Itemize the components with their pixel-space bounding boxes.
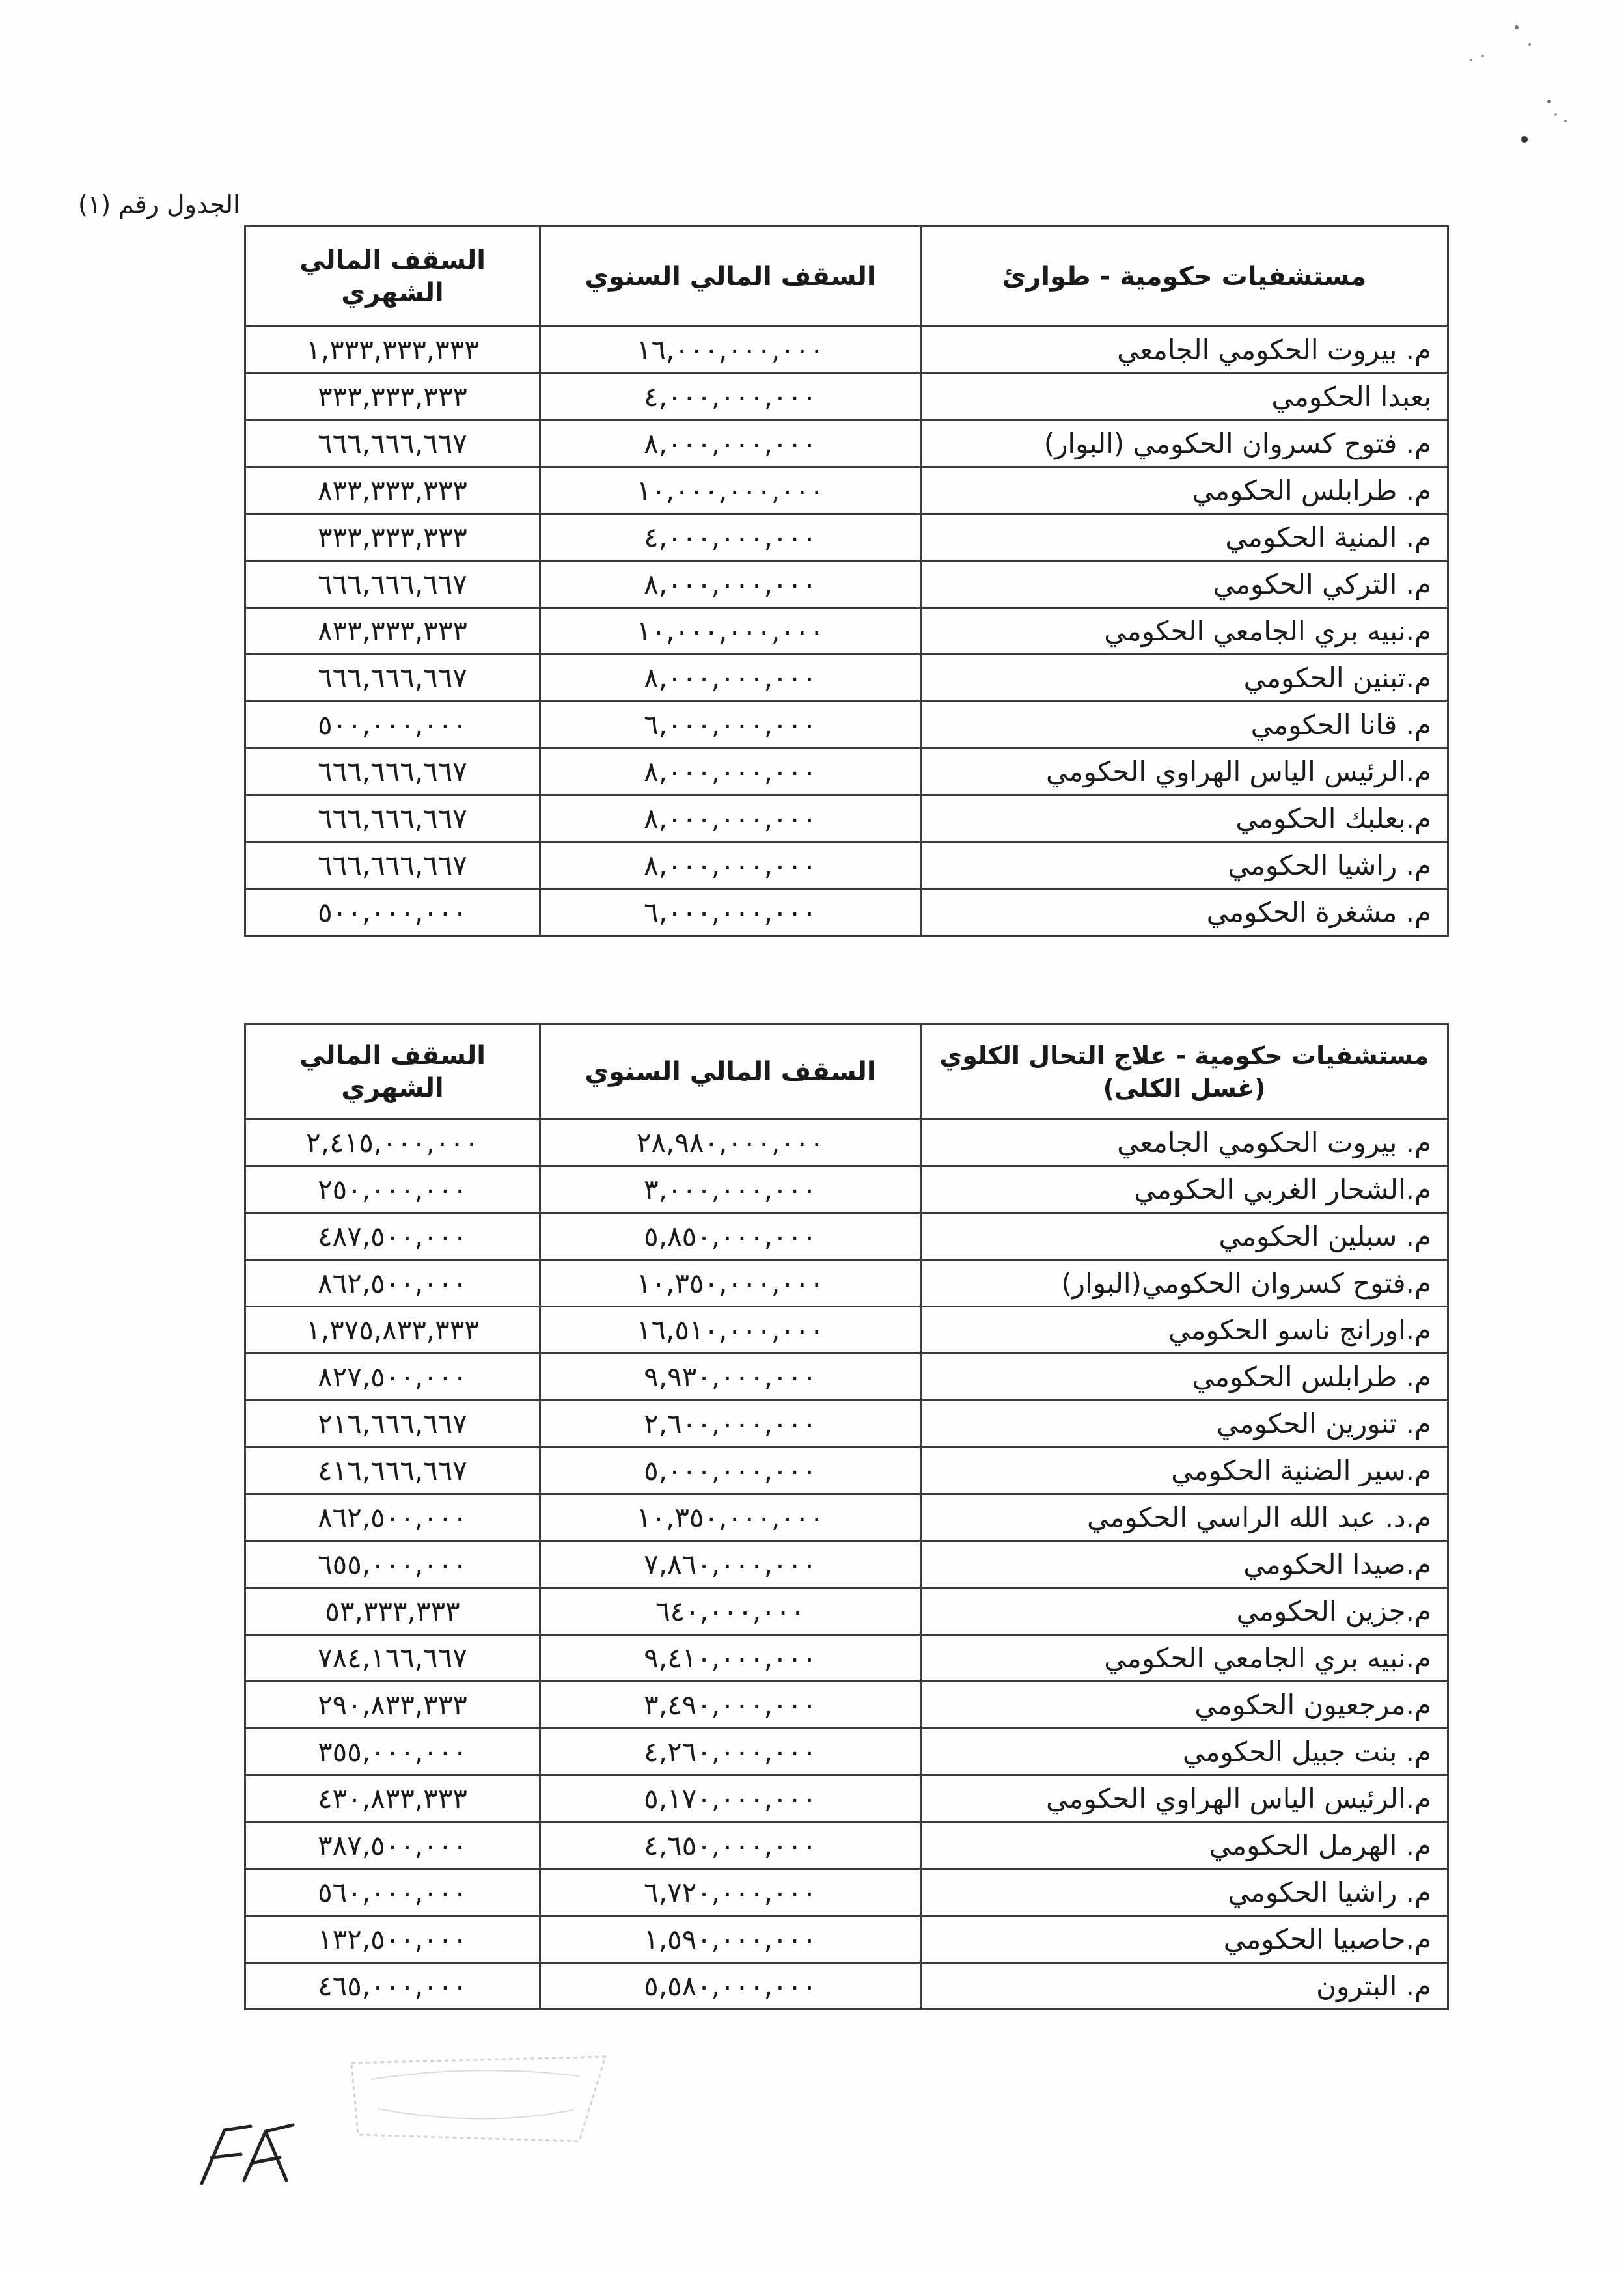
table-row	[245, 1775, 1448, 1822]
hospital-name-cell: م. قانا الحكومي	[921, 702, 1448, 748]
annual-cap-cell: ٦,٧٢٠,٠٠٠,٠٠٠	[540, 1869, 921, 1916]
table-row	[245, 702, 1448, 748]
hospital-name-cell: م.مرجعيون الحكومي	[921, 1682, 1448, 1729]
table-row	[245, 889, 1448, 936]
table-row	[245, 561, 1448, 608]
monthly-cap-cell: ٢٩٠,٨٣٣,٣٣٣	[245, 1682, 540, 1729]
header-monthly-cap: السقف المالي الشهري	[245, 226, 540, 327]
annual-cap-cell: ٧,٨٦٠,٠٠٠,٠٠٠	[540, 1541, 921, 1588]
hospital-name-cell: م.نبيه بري الجامعي الحكومي	[921, 1635, 1448, 1682]
hospital-name-cell: م. طرابلس الحكومي	[921, 467, 1448, 514]
hospital-name-cell: م.اورانج ناسو الحكومي	[921, 1307, 1448, 1354]
table-row	[245, 1916, 1448, 1963]
hospital-name-cell: م. التركي الحكومي	[921, 561, 1448, 608]
table-caption: الجدول رقم (١)	[78, 190, 240, 219]
annual-cap-cell: ١٠,٣٥٠,٠٠٠,٠٠٠	[540, 1494, 921, 1541]
monthly-cap-cell: ٥٠٠,٠٠٠,٠٠٠	[245, 889, 540, 936]
annual-cap-cell: ٨,٠٠٠,٠٠٠,٠٠٠	[540, 842, 921, 889]
monthly-cap-cell: ٨٢٧,٥٠٠,٠٠٠	[245, 1354, 540, 1401]
table-row	[245, 795, 1448, 842]
annual-cap-cell: ٨,٠٠٠,٠٠٠,٠٠٠	[540, 420, 921, 467]
table-row	[245, 327, 1448, 374]
annual-cap-cell: ٢,٦٠٠,٠٠٠,٠٠٠	[540, 1401, 921, 1447]
table-row	[245, 748, 1448, 795]
hospital-name-cell: م. راشيا الحكومي	[921, 1869, 1448, 1916]
annual-cap-cell: ١٠,٣٥٠,٠٠٠,٠٠٠	[540, 1260, 921, 1307]
table-row	[245, 1494, 1448, 1541]
annual-cap-cell: ٨,٠٠٠,٠٠٠,٠٠٠	[540, 655, 921, 702]
header-monthly-cap: السقف المالي الشهري	[245, 1024, 540, 1119]
monthly-cap-cell: ٨٣٣,٣٣٣,٣٣٣	[245, 467, 540, 514]
hospital-name-cell: م.د. عبد الله الراسي الحكومي	[921, 1494, 1448, 1541]
annual-cap-cell: ١٠,٠٠٠,٠٠٠,٠٠٠	[540, 467, 921, 514]
table-row	[245, 1682, 1448, 1729]
table-row	[245, 608, 1448, 655]
hospital-name-cell: م.حاصبيا الحكومي	[921, 1916, 1448, 1963]
table-row	[245, 1401, 1448, 1447]
monthly-cap-cell: ٢,٤١٥,٠٠٠,٠٠٠	[245, 1119, 540, 1166]
hospital-name-cell: بعبدا الحكومي	[921, 374, 1448, 420]
hospital-name-cell: م.تبنين الحكومي	[921, 655, 1448, 702]
monthly-cap-cell: ٣٥٥,٠٠٠,٠٠٠	[245, 1729, 540, 1775]
annual-cap-cell: ١,٥٩٠,٠٠٠,٠٠٠	[540, 1916, 921, 1963]
table-row	[245, 1822, 1448, 1869]
annual-cap-cell: ٥,١٧٠,٠٠٠,٠٠٠	[540, 1775, 921, 1822]
hospital-name-cell: م. فتوح كسروان الحكومي (البوار)	[921, 420, 1448, 467]
annual-cap-cell: ٤,٢٦٠,٠٠٠,٠٠٠	[540, 1729, 921, 1775]
dialysis-hospitals-table	[244, 1023, 1449, 2010]
hospital-name-cell: م. راشيا الحكومي	[921, 842, 1448, 889]
monthly-cap-cell: ٥٣,٣٣٣,٣٣٣	[245, 1588, 540, 1635]
table-row	[245, 842, 1448, 889]
hospital-name-cell: م. المنية الحكومي	[921, 514, 1448, 561]
monthly-cap-cell: ٦٦٦,٦٦٦,٦٦٧	[245, 420, 540, 467]
table-row	[245, 420, 1448, 467]
monthly-cap-cell: ٧٨٤,١٦٦,٦٦٧	[245, 1635, 540, 1682]
hospital-name-cell: م. تنورين الحكومي	[921, 1401, 1448, 1447]
table-row	[245, 1213, 1448, 1260]
hospital-name-cell: م. بنت جبيل الحكومي	[921, 1729, 1448, 1775]
hospital-name-cell: م.الرئيس الياس الهراوي الحكومي	[921, 1775, 1448, 1822]
table-row	[245, 1119, 1448, 1166]
monthly-cap-cell: ٨٦٢,٥٠٠,٠٠٠	[245, 1260, 540, 1307]
header-annual-cap: السقف المالي السنوي	[540, 1024, 921, 1119]
annual-cap-cell: ٨,٠٠٠,٠٠٠,٠٠٠	[540, 748, 921, 795]
table-header-row	[245, 226, 1448, 327]
monthly-cap-cell: ٣٣٣,٣٣٣,٣٣٣	[245, 514, 540, 561]
hospital-name-cell: م. بيروت الحكومي الجامعي	[921, 1119, 1448, 1166]
monthly-cap-cell: ٤٦٥,٠٠٠,٠٠٠	[245, 1963, 540, 2010]
hospital-name-cell: م. سبلين الحكومي	[921, 1213, 1448, 1260]
monthly-cap-cell: ٦٦٦,٦٦٦,٦٦٧	[245, 842, 540, 889]
monthly-cap-cell: ٢١٦,٦٦٦,٦٦٧	[245, 1401, 540, 1447]
annual-cap-cell: ٦,٠٠٠,٠٠٠,٠٠٠	[540, 702, 921, 748]
annual-cap-cell: ٤,٠٠٠,٠٠٠,٠٠٠	[540, 374, 921, 420]
monthly-cap-cell: ٨٣٣,٣٣٣,٣٣٣	[245, 608, 540, 655]
header-hospital: مستشفيات حكومية - علاج التحال الكلوي (غسل الكلى)	[921, 1024, 1448, 1119]
hospital-name-cell: م.سير الضنية الحكومي	[921, 1447, 1448, 1494]
table-row	[245, 1963, 1448, 2010]
annual-cap-cell: ٦٤٠,٠٠٠,٠٠٠	[540, 1588, 921, 1635]
monthly-cap-cell: ٦٦٦,٦٦٦,٦٦٧	[245, 795, 540, 842]
signature	[189, 2118, 299, 2190]
table-row	[245, 1541, 1448, 1588]
hospital-name-cell: م. الهرمل الحكومي	[921, 1822, 1448, 1869]
hospital-name-cell: م. طرابلس الحكومي	[921, 1354, 1448, 1401]
hospital-name-cell: م.صيدا الحكومي	[921, 1541, 1448, 1588]
table-body	[245, 327, 1448, 936]
annual-cap-cell: ٦,٠٠٠,٠٠٠,٠٠٠	[540, 889, 921, 936]
table-row	[245, 1635, 1448, 1682]
annual-cap-cell: ٥,٠٠٠,٠٠٠,٠٠٠	[540, 1447, 921, 1494]
header-hospital: مستشفيات حكومية - طوارئ	[921, 226, 1448, 327]
monthly-cap-cell: ١,٣٧٥,٨٣٣,٣٣٣	[245, 1307, 540, 1354]
monthly-cap-cell: ٤١٦,٦٦٦,٦٦٧	[245, 1447, 540, 1494]
hospital-name-cell: م. مشغرة الحكومي	[921, 889, 1448, 936]
monthly-cap-cell: ١٣٢,٥٠٠,٠٠٠	[245, 1916, 540, 1963]
scan-specks	[1452, 0, 1621, 156]
monthly-cap-cell: ٥٦٠,٠٠٠,٠٠٠	[245, 1869, 540, 1916]
table-row	[245, 1166, 1448, 1213]
table-row	[245, 1447, 1448, 1494]
monthly-cap-cell: ٨٦٢,٥٠٠,٠٠٠	[245, 1494, 540, 1541]
annual-cap-cell: ١٦,٠٠٠,٠٠٠,٠٠٠	[540, 327, 921, 374]
table-row	[245, 1588, 1448, 1635]
annual-cap-cell: ٨,٠٠٠,٠٠٠,٠٠٠	[540, 561, 921, 608]
annual-cap-cell: ١٦,٥١٠,٠٠٠,٠٠٠	[540, 1307, 921, 1354]
monthly-cap-cell: ١,٣٣٣,٣٣٣,٣٣٣	[245, 327, 540, 374]
header-annual-cap: السقف المالي السنوي	[540, 226, 921, 327]
annual-cap-cell: ٣,٠٠٠,٠٠٠,٠٠٠	[540, 1166, 921, 1213]
annual-cap-cell: ٢٨,٩٨٠,٠٠٠,٠٠٠	[540, 1119, 921, 1166]
table-row	[245, 1354, 1448, 1401]
table-row	[245, 1729, 1448, 1775]
annual-cap-cell: ٩,٤١٠,٠٠٠,٠٠٠	[540, 1635, 921, 1682]
annual-cap-cell: ٩,٩٣٠,٠٠٠,٠٠٠	[540, 1354, 921, 1401]
annual-cap-cell: ٥,٥٨٠,٠٠٠,٠٠٠	[540, 1963, 921, 2010]
hospital-name-cell: م.بعلبك الحكومي	[921, 795, 1448, 842]
annual-cap-cell: ٨,٠٠٠,٠٠٠,٠٠٠	[540, 795, 921, 842]
hospital-name-cell: م.جزين الحكومي	[921, 1588, 1448, 1635]
table-row	[245, 514, 1448, 561]
monthly-cap-cell: ٣٨٧,٥٠٠,٠٠٠	[245, 1822, 540, 1869]
table-row	[245, 1307, 1448, 1354]
monthly-cap-cell: ٤٨٧,٥٠٠,٠٠٠	[245, 1213, 540, 1260]
monthly-cap-cell: ٦٥٥,٠٠٠,٠٠٠	[245, 1541, 540, 1588]
table-row	[245, 1260, 1448, 1307]
hospital-name-cell: م. البترون	[921, 1963, 1448, 2010]
emergency-hospitals-table	[244, 225, 1449, 937]
annual-cap-cell: ٥,٨٥٠,٠٠٠,٠٠٠	[540, 1213, 921, 1260]
table-header-row	[245, 1024, 1448, 1119]
hospital-name-cell: م.نبيه بري الجامعي الحكومي	[921, 608, 1448, 655]
monthly-cap-cell: ٢٥٠,٠٠٠,٠٠٠	[245, 1166, 540, 1213]
table-row	[245, 467, 1448, 514]
table-row	[245, 1869, 1448, 1916]
hospital-name-cell: م.الشحار الغربي الحكومي	[921, 1166, 1448, 1213]
monthly-cap-cell: ٦٦٦,٦٦٦,٦٦٧	[245, 561, 540, 608]
hospital-name-cell: م.الرئيس الياس الهراوي الحكومي	[921, 748, 1448, 795]
annual-cap-cell: ١٠,٠٠٠,٠٠٠,٠٠٠	[540, 608, 921, 655]
table-row	[245, 655, 1448, 702]
hospital-name-cell: م.فتوح كسروان الحكومي(البوار)	[921, 1260, 1448, 1307]
monthly-cap-cell: ٤٣٠,٨٣٣,٣٣٣	[245, 1775, 540, 1822]
hospital-name-cell: م. بيروت الحكومي الجامعي	[921, 327, 1448, 374]
annual-cap-cell: ٣,٤٩٠,٠٠٠,٠٠٠	[540, 1682, 921, 1729]
monthly-cap-cell: ٥٠٠,٠٠٠,٠٠٠	[245, 702, 540, 748]
annual-cap-cell: ٤,٦٥٠,٠٠٠,٠٠٠	[540, 1822, 921, 1869]
monthly-cap-cell: ٣٣٣,٣٣٣,٣٣٣	[245, 374, 540, 420]
table-body	[245, 1119, 1448, 2010]
monthly-cap-cell: ٦٦٦,٦٦٦,٦٦٧	[245, 655, 540, 702]
monthly-cap-cell: ٦٦٦,٦٦٦,٦٦٧	[245, 748, 540, 795]
table-row	[245, 374, 1448, 420]
faded-stamp	[345, 2050, 618, 2148]
annual-cap-cell: ٤,٠٠٠,٠٠٠,٠٠٠	[540, 514, 921, 561]
